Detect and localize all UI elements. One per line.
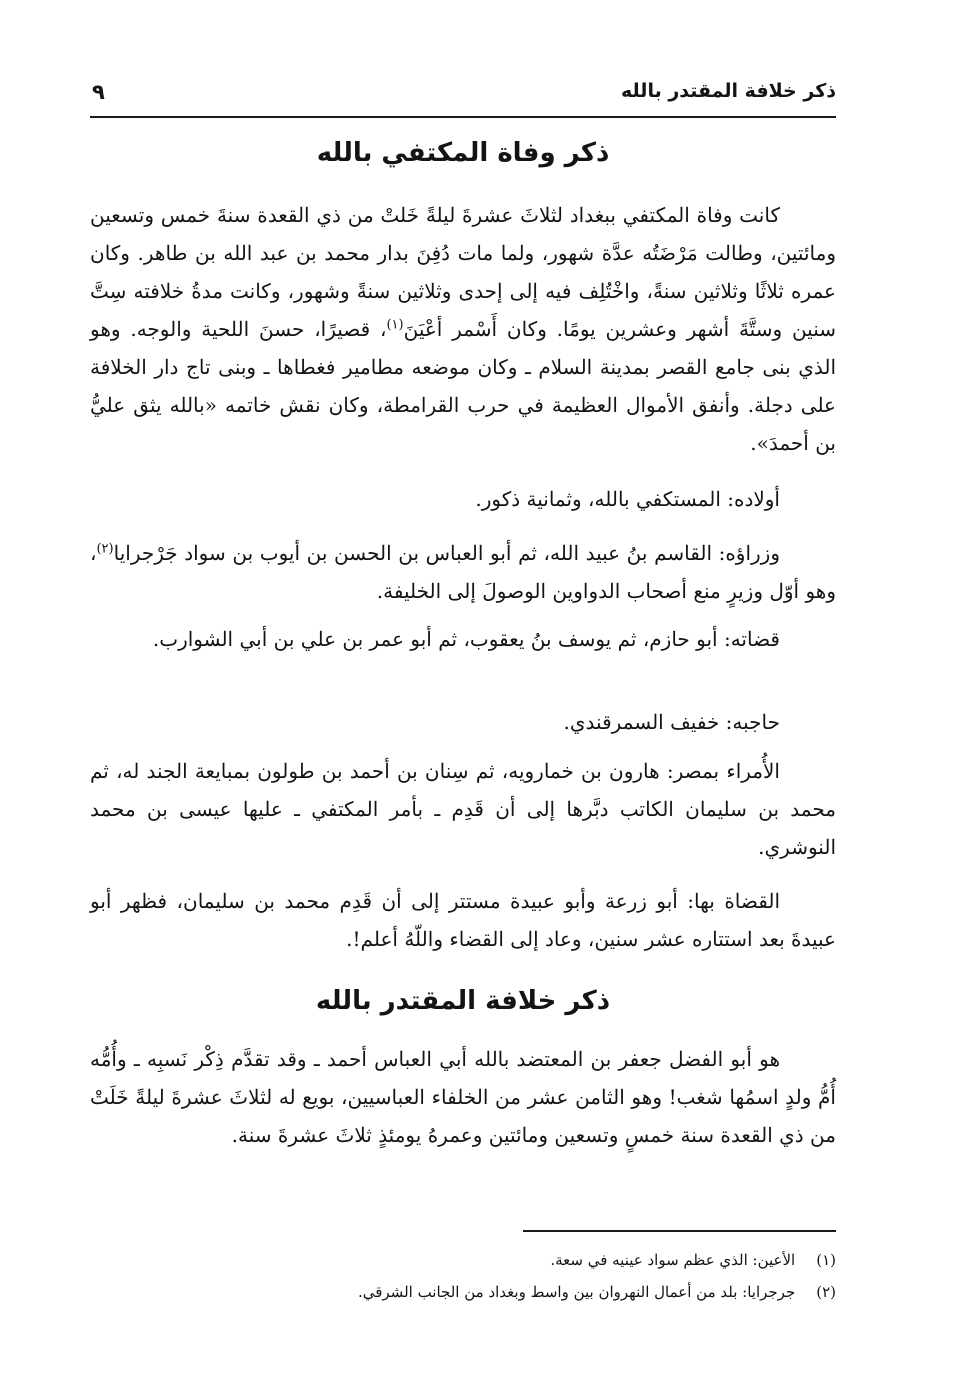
- footnote-number: (١): [816, 1251, 836, 1269]
- footnote-ref-1[interactable]: (١): [386, 317, 404, 333]
- footnote-text: جرجرايا: بلد من أعمال النهروان بين واسط وبغداد من الجانب الشرقي.: [357, 1283, 796, 1301]
- footnotes: [216, 1244, 836, 1308]
- section-title-death-of-muktafi: ذكر وفاة المكتفي بالله: [316, 138, 610, 168]
- paragraph-intro-text: كانت وفاة المكتفي ببغداد لثلاثَ عشرةَ ليلةً خَلتْ من ذي القعدة سنةَ خمس وتسعين ومائتين، وطالت مَرْضَتُه عدَّة شهور، ولما مات دُفِنَ بدار محمد بن عبد الله بن طاهر. وكان عمره ثلاثًا وثلاثين سنةً، واخْتُلِف فيه إلى إحدى وثلاثين سنةً وشهور، وكانت مدةُ خلافته سِتَّ سنين وستَّةَ أشهر وعشرين يومًا. وكان أَسْمر أعْيَنَ: [90, 203, 836, 341]
- paragraph-viziers-text: وزراؤه: القاسم بنُ عبيد الله، ثم أبو العباس بن الحسن بن أيوب بن سواد جَرْجرايا: [113, 541, 780, 565]
- footnote-divider: [523, 1230, 836, 1232]
- paragraph-judges-of-egypt: القضاة بها: أبو زرعة وأبو عبيدة مستتر إلى أن قَدِم محمد بن سليمان، فظهر أبو عبيدةَ بعد استتاره عشر سنين، وعاد إلى القضاء واللّهُ أعلم!.: [90, 889, 836, 951]
- page-number: ٩: [92, 80, 105, 104]
- paragraph-emirs-of-egypt: الأُمراء بمصر: هارون بن خمارويه، ثم سِنان بن أحمد بن طولون بمبايعة الجند له، ثم محمد بن سليمان الكاتب دبَّرها إلى أن قَدِم ـ بأمر المكتفي ـ عليها عيسى بن محمد النوشري.: [90, 759, 836, 859]
- paragraph-intro: [90, 196, 836, 462]
- section-title-caliphate-of-muqtadir: ذكر خلافة المقتدر بالله: [315, 986, 611, 1016]
- paragraph-judges: قضاته: أبو حازم، ثم يوسف بنُ يعقوب، ثم أبو عمر بن علي بن أبي الشوارب.: [152, 627, 780, 651]
- paragraph-children: أولاده: المستكفي بالله، وثمانية ذكور.: [475, 487, 780, 511]
- running-header: [90, 74, 836, 118]
- paragraph-intro-text-continued: ، قصيرًا، حسنَ اللحية والوجه. وهو الذي بنى جامع القصر بمدينة السلام ـ وكان موضعه مطامير فغطاها ـ وبنى تاج دار الخلافة على دجلة. وأنفق الأموال العظيمة في حرب القرامطة، وكان نقش خاتمه «بالله يثق عليُّ بن أحمدَ».: [90, 317, 836, 455]
- footnote-1: [216, 1244, 836, 1276]
- footnote-2: [216, 1276, 836, 1308]
- running-title: ذكر خلافة المقتدر بالله: [621, 80, 836, 102]
- paragraph-viziers-text-continued: ، وهو أوّل وزيرٍ منع أصحاب الدواوين الوصولَ إلى الخليفة.: [90, 541, 836, 603]
- paragraph-caliphate: هو أبو الفضل جعفر بن المعتضد بالله أبي العباس أحمد ـ وقد تقدَّم ذِكْر نَسبِه ـ وأُمُّه أُمُّ ولدٍ اسمُها شغب! وهو الثامن عشر من الخلفاء العباسيين، بويع له لثلاثَ عشرةَ ليلةً خَلَتْ من ذي القعدة سنة خمسٍ وتسعين ومائتين وعمرهُ يومئذٍ ثلاثَ عشرةَ سنة.: [90, 1047, 836, 1147]
- footnote-ref-2[interactable]: (٢): [96, 541, 114, 557]
- paragraph-chamberlain: حاجبه: خفيف السمرقندي.: [563, 710, 780, 734]
- footnote-text: الأعين: الذي عظم سواد عينيه في سعة.: [550, 1251, 796, 1269]
- paragraph-viziers: [90, 534, 836, 610]
- footnote-number: (٢): [816, 1283, 836, 1301]
